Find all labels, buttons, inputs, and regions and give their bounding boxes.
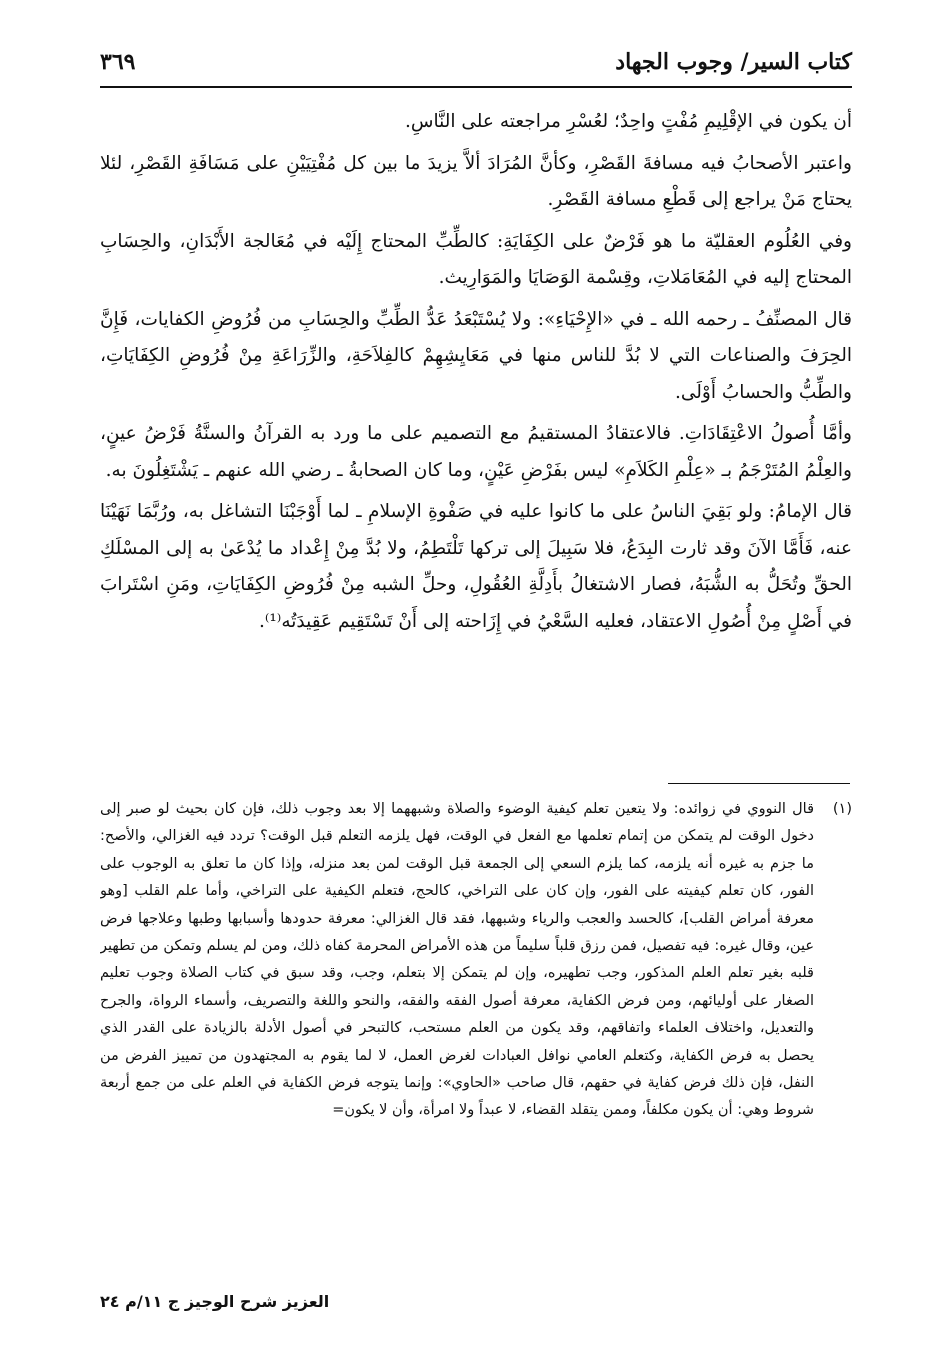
main-text: [100, 104, 852, 764]
paragraph: وفي العُلُوم العقليّة ما هو فَرْضٌ على الكِفَايَةِ: كالطِّبِّ المحتاج إِلَيْه في مُعَالجة الأَبْدَانِ، والحِسَابِ المحتاج إليه في المُعَامَلاتِ، وقِسْمة الوَصَايَا والمَوَارِيث.: [100, 230, 852, 288]
chapter-title: كتاب السير/ وجوب الجهاد: [615, 49, 852, 75]
running-header: [100, 40, 852, 88]
paragraph: أن يكون في الإقْلِيمِ مُفْتٍ واحِدٌ؛ لعُسْرِ مراجعته على النَّاسِ.: [405, 111, 852, 132]
paragraph: وأمَّا أُصولُ الاعْتِقَادَاتِ. فالاعتقادُ المستقيمُ مع التصميم على ما ورد به القرآنُ والسنَّةُ فَرْضُ عينٍ، والعِلْمُ المُتَرْجَمُ بـ «عِلْمِ الكَلاَمِ» ليس بفَرْضِ عَيْنٍ، وما كان الصحابةُ ـ رضي الله عنهم ـ يَشْتَغِلُونَ به.: [100, 423, 852, 481]
footnote-separator: [668, 783, 850, 784]
paragraph: قال الإمامُ: ولو بَقِيَ الناسُ على ما كانوا عليه في صَفْوةِ الإسلامِ ـ لما أَوْجَبْنَا التشاغل به، ورُبَّمَا نَهَيْنَا عنه، فَأَمَّا الآنَ وقد ثارت البِدَعُ، فلا سَبِيلَ إلى تركها تَلْتَطِمُ، ولا بُدَّ مِنْ إِعْداد ما يُدْعَىٰ به إلى المسْلَكِ الحقِّ وتُحَلُّ به الشُّبَهُ، فصار الاشتغالُ بأَدِلَّةِ العُقُولِ، وحلِّ الشبه مِنْ فُرُوضِ الكِفَايَاتِ، ومَنِ اسْتَرابَ في أَصْلٍ مِنْ أُصُولِ الاعتقاد، فعليه السَّعْيُ في إِزَاحته إلى أَنْ تَسْتَقِيم عَقِيدَتُه⁽¹⁾.: [100, 501, 852, 632]
footnote-number: (١): [832, 801, 852, 817]
footnote: [100, 796, 852, 1291]
book-signature: العزيز شرح الوجيز ج ١١/م ٢٤: [100, 1292, 330, 1311]
paragraph: واعتبر الأصحابُ فيه مسافةَ القَصْرِ، وكأنَّ المُرَادَ ألاَّ يزيدَ ما بين كل مُفْتِيَيْنِ على مَسَافَةِ القَصْرِ، لئلا يحتاج مَنْ يراجع إلى قَطْعِ مسافة القَصْرِ.: [100, 152, 852, 210]
footnote-text: قال النووي في زوائده: ولا يتعين تعلم كيفية الوضوء والصلاة وشبههما إلا بعد وجوب ذلك، فإن كان بحيث لو صبر إلى دخول الوقت لم يتمكن من إتمام تعلمها مع الفعل في الوقت، فهل يلزمه التعلم قبل الوقت؟ تردد فيه الغزالي، والأصح: ما جزم به غيره أنه يلزمه، كما يلزم السعي إلى الجمعة قبل الوقت لمن بعد منزله، وإذا كان ما تعلق به الوجوب على الفور، كان تعلم كيفيته على الفور، وإن كان على التراخي، كالحج، فتعلم الكيفية على التراخي، وأما علم القلب [وهو معرفة أمراض القلب]، كالحسد والعجب والرياء وشبهها، فقد قال الغزالي: معرفة حدودها وأسبابها وطبها وعلاجها فرض عين، وقال غيره: فيه تفصيل، فمن رزق قلباً سليماً من هذه الأمراض المحرمة كفاه ذلك، ومن لم يسلم وتمكن من تطهير قلبه بغير تعلم العلم المذكور، وجب تطهيره، وإن لم يتمكن إلا بتعلم، وجب، وقد سبق في كتاب الصلاة وجوب تعليم الصغار على أوليائهم، ومن فرض الكفاية، معرفة أصول الفقه والفقه، والنحو واللغة والتصريف، وأسماء الرواة، والجرح والتعديل، واختلاف العلماء واتفاقهم، وقد يكون من العلم مستحب، كالتبحر في أصول الأدلة بالزيادة على القدر الذي يحصل به فرض الكفاية، وكتعلم العامي نوافل العبادات لغرض العمل، لا لما يقوم به المجتهدون من تمييز الفرض من النفل، فإن ذلك فرض كفاية في حقهم، قال صاحب «الحاوي»: وإنما يتوجه فرض الكفاية في العلم على من جمع أربعة شروط وهي: أن يكون مكلفاً، وممن يتقلد القضاء، لا عبداً ولا امرأة، وأن لا يكون=: [100, 801, 814, 1119]
paragraph: قال المصنِّفُ ـ رحمه الله ـ في «الإِحْيَاءِ»: ولا يُسْتَبْعَدُ عَدُّ الطِّبِّ والحِسَابِ من فُرُوضِ الكفايات، فَإِنَّ الحِرَفَ والصناعات التي لا بُدَّ للناس منها في مَعَايِشِهِمْ كالفِلاَحَةِ، والزِّرَاعَةِ مِنْ فُرُوضِ الكِفَايَاتِ، والطِّبُّ والحسابُ أَوْلَى.: [100, 308, 852, 403]
page-number: ٣٦٩: [100, 49, 136, 75]
